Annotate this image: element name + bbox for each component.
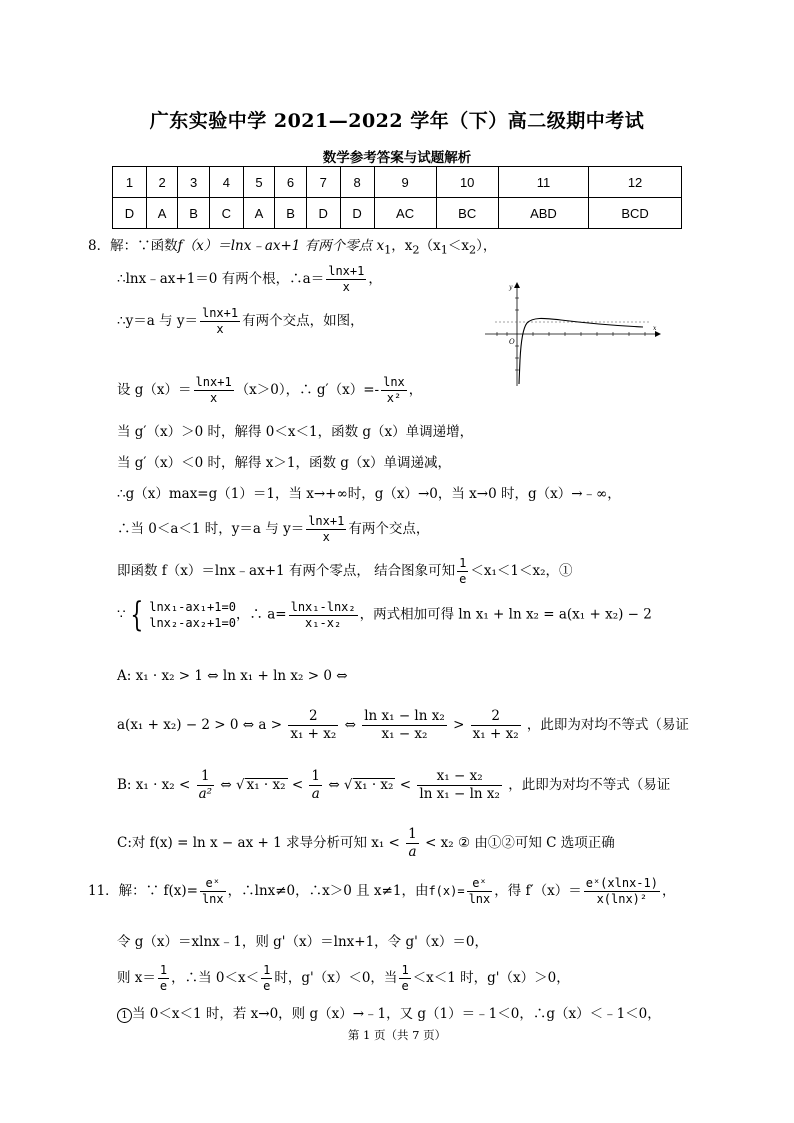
fraction-denominator: a² (198, 785, 213, 802)
circled-number: 1 (117, 1008, 132, 1023)
answer-number-cell: 2 (146, 167, 178, 198)
answer-number-cell: 5 (243, 167, 275, 198)
x-axis-label: x (653, 325, 657, 332)
fraction-numerator: eˣ (467, 876, 493, 892)
fraction (197, 768, 214, 803)
fraction-numerator: lnx+1 (328, 264, 365, 278)
fraction-denominator: x₁ + x₂ (472, 725, 519, 742)
q11-label: 11．解：∵ f(x)= (88, 883, 198, 899)
q8-l1-text: （x (419, 238, 441, 254)
answer-cell: D (340, 198, 374, 229)
fraction (200, 306, 240, 337)
fraction-numerator: 2 (288, 708, 338, 726)
fraction (289, 600, 358, 631)
answer-number-cell: 9 (374, 167, 436, 198)
fraction (288, 708, 338, 743)
q11-text: 当 0＜x＜1 时，若 x→0，则 g（x）→﹣1，又 g（1）＝﹣1＜0，∴g（x）＜﹣1＜0， (132, 1006, 661, 1022)
fraction-denominator: e (401, 979, 409, 993)
fraction (584, 876, 660, 907)
q11-text: ， (661, 883, 676, 899)
answer-cell: A (146, 198, 178, 229)
q8-line-9 (117, 556, 573, 587)
q11-line-2: 令 g（x）＝xlnx﹣1，则 g'（x）＝lnx+1，令 g'（x）＝0， (117, 934, 489, 950)
fraction (362, 708, 447, 743)
sys-tail-text: ，两式相加可得 ln x₁ + ln x₂ = a(x₁ + x₂) − 2 (359, 606, 652, 623)
q11-line-1 (88, 876, 675, 907)
fraction (326, 264, 366, 295)
fraction-denominator: lnx (201, 892, 224, 906)
q11-text: 时，g'（x）＜0，当 (274, 970, 398, 986)
answer-number-cell: 3 (178, 167, 210, 198)
answer-cell: B (275, 198, 307, 229)
answer-number-cell: 8 (340, 167, 374, 198)
q11-text: ，∴当 0＜x＜ (171, 970, 260, 986)
q11-text: ，得 f′（x）＝ (494, 883, 582, 899)
fraction-denominator: x(lnx)² (596, 892, 648, 906)
fraction-numerator: 1 (408, 826, 417, 842)
option-c-text: < x₂ ② 由①②可知 C 选项正确 (425, 834, 615, 851)
fraction-numerator: lnx+1 (308, 514, 345, 528)
fraction (417, 768, 502, 803)
q8-l1-text: ）， (476, 238, 497, 254)
answer-cell: C (209, 198, 243, 229)
fraction-denominator: x (209, 391, 218, 405)
option-b-text: ⇔ (328, 776, 340, 793)
fraction (471, 708, 521, 743)
sys-a-text: ，∴ a= (235, 606, 287, 623)
q8-l2-text: ∴lnx﹣ax+1＝0 有两个根，∴a＝ (117, 271, 325, 287)
y-axis-arrow-icon (514, 282, 520, 288)
q11-text: ，∴lnx≠0，∴x＞0 且 x≠1，由 (227, 883, 429, 899)
fraction-numerator: 1 (311, 768, 321, 784)
q8-l1-text: ，x (391, 238, 413, 254)
q8-l8-text: ∴当 0＜a＜1 时，y＝a 与 y＝ (117, 521, 305, 537)
q8-l9-text: ＜x₁＜1＜x₂，① (470, 563, 573, 579)
fraction (200, 876, 226, 907)
fraction-numerator: lnx+1 (195, 375, 232, 389)
q8-option-c-line (117, 826, 615, 861)
fraction-numerator: lnx+1 (201, 306, 239, 320)
answer-number-cell: 10 (436, 167, 498, 198)
fraction (306, 514, 346, 545)
q8-line-2: ∴lnx﹣ax+1＝0 有两个根，∴a＝ $\frac{\ln x+1}{x}$ ， (117, 264, 382, 294)
option-b-text: ，此即为对均不等式（易证 (508, 776, 671, 793)
option-b-text: ⇔ (220, 776, 232, 793)
fraction-numerator: eˣ (200, 876, 226, 892)
fraction-numerator: 1 (263, 963, 271, 977)
option-b-text: < (291, 776, 304, 793)
page-title: 广东实验中学 2021—2022 学年（下）高二级期中考试 (149, 110, 645, 132)
q8-line-3 (117, 306, 364, 337)
function-graph (483, 280, 661, 390)
q8-line-1: 8．解：∵函数f（x）＝lnx﹣ax+1 有两个零点 $x_1$，$x_2(x_1<x_2)$， (88, 238, 497, 257)
sqrt-radicand: x₁ · x₂ (354, 776, 394, 793)
q11-line-4 (117, 1008, 661, 1023)
option-a-text: ，此即为对均不等式（易证 (526, 716, 689, 733)
answer-table (112, 166, 682, 229)
equation-1: lnx₁-ax₁+1=0 (149, 599, 236, 614)
answer-cell: D (306, 198, 340, 229)
fraction (399, 963, 410, 994)
fraction-denominator: x₁-x₂ (305, 615, 342, 630)
fraction-numerator: 1 (159, 963, 168, 977)
q8-equation-system: ∵ { lnx₁-ax₁+1=0 lnx₂-ax₂+1=0 ，∴ a= $\frac{\text{lnx₁-lnx₂}}{\text{x₁-x₂}}$ ，两式相加可得 ln x₁ + ln x₂ = a(x₁ + x₂) − 2 (117, 595, 652, 635)
answer-cell: BCD (589, 198, 682, 229)
page-subtitle: 数学参考答案与试题解析 (322, 150, 472, 166)
fraction-denominator: a (311, 785, 320, 802)
fraction-denominator: ln x₁ − ln x₂ (419, 785, 500, 802)
answer-number-cell: 11 (498, 167, 588, 198)
answer-cell: ABD (498, 198, 588, 229)
q8-option-a-line-1: A: x₁ · x₂ > 1 ⇔ ln x₁ + ln x₂ > 0 ⇔ (117, 668, 348, 684)
option-a-text: ⇔ (344, 716, 356, 733)
fraction-denominator: e (159, 979, 168, 993)
sqrt-radicand: x₁ · x₂ (246, 776, 286, 793)
answer-number-cell: 4 (209, 167, 243, 198)
option-a-text: > (453, 716, 465, 733)
fraction-numerator: 1 (401, 963, 409, 977)
option-b-text: < (399, 776, 412, 793)
fraction-numerator: 1 (197, 768, 214, 786)
fraction-denominator: x₁ + x₂ (290, 725, 337, 742)
curve-g (519, 318, 643, 384)
q11-line-3 (117, 963, 570, 994)
answer-table-numbers-row (113, 167, 682, 198)
fraction (467, 876, 493, 907)
answer-number-cell: 1 (113, 167, 147, 198)
fraction-denominator: x² (386, 391, 402, 405)
q8-l3-text: ∴y＝a 与 y＝ (117, 313, 198, 329)
q8-option-b-line: B: x₁ · x₂ < $\frac{1}{\text{a²}}$ ⇔ √ x₁ · x₂ < $\frac{1}{a}$ ⇔ √ x₁ · x₂ < $\frac{\text{x₁ − x₂}}{\text{ln x₁ − ln x₂}}$ ，此即为对均不等式（易证 (117, 768, 671, 802)
q8-l4-text: （x＞0），∴ g′（x）=- (235, 382, 380, 398)
answer-cell: D (113, 198, 147, 229)
left-brace: { (129, 595, 143, 635)
fraction-numerator: lnx₁-lnx₂ (290, 599, 356, 614)
q8-line-7: ∴g（x）max=g（1）＝1，当 x→+∞时，g（x）→0，当 x→0 时，g（x）→﹣∞， (117, 486, 621, 502)
answer-table-answers-row (113, 198, 682, 229)
fraction (194, 375, 234, 406)
q8-l3-text: 有两个交点，如图， (242, 313, 364, 329)
option-b-text: B: x₁ · x₂ < (117, 776, 191, 793)
q8-line-5: 当 g′（x）＞0 时，解得 0＜x＜1，函数 g（x）单调递增， (117, 424, 474, 440)
fraction (309, 768, 322, 803)
y-axis-label: y (509, 284, 513, 291)
q8-line-6: 当 g′（x）＜0 时，解得 x＞1，函数 g（x）单调递减， (117, 455, 452, 471)
option-c-text: C:对 f(x) = ln x − ax + 1 求导分析可知 x₁ < (117, 834, 400, 851)
answer-number-cell: 7 (306, 167, 340, 198)
q8-line-4: 设 g（x）＝ $\frac{\ln x+1}{x}$ （x＞0），∴ g′（x）=- $\frac{\ln x}{\text{x²}}$ ， (117, 375, 423, 405)
fraction-denominator: lnx (468, 892, 491, 906)
fraction-numerator: 1 (459, 556, 467, 570)
q8-line-8 (117, 514, 429, 545)
fraction-numerator: lnx (383, 375, 405, 389)
fraction-denominator: x (342, 280, 350, 294)
answer-number-cell: 12 (589, 167, 682, 198)
equation-system (149, 599, 236, 631)
fraction-denominator: e (459, 572, 467, 586)
fraction (261, 963, 272, 994)
answer-cell: BC (436, 198, 498, 229)
q8-label: 8．解：∵函数 (88, 238, 178, 254)
q11-text: f(x)= (428, 884, 465, 898)
fraction-numerator: ln x₁ − ln x₂ (364, 708, 445, 724)
option-a-text: a(x₁ + x₂) − 2 > 0 ⇔ a > (117, 716, 283, 733)
fraction (457, 556, 468, 587)
fraction (381, 375, 407, 406)
fraction-denominator: x (322, 530, 330, 544)
q8-l1-text: ＜x (447, 238, 469, 254)
fraction-numerator: 2 (471, 708, 521, 726)
q8-l1-text: f（x）＝lnx﹣ax+1 有两个零点 x (177, 238, 385, 254)
q8-option-a-line-2 (117, 708, 689, 743)
fraction-denominator: e (263, 979, 271, 993)
q8-l4-text: 设 g（x）＝ (117, 382, 192, 398)
q11-text: ＜x＜1 时，g'（x）＞0， (412, 970, 570, 986)
fraction-denominator: x₁ − x₂ (381, 725, 428, 742)
fraction-numerator: eˣ(xlnx-1) (585, 876, 658, 890)
origin-label: O (509, 338, 515, 346)
fraction-denominator: a (408, 843, 417, 860)
fraction-denominator: x (216, 322, 224, 336)
q8-l8-text: 有两个交点， (348, 521, 430, 537)
fraction (158, 963, 169, 994)
page-footer: 第 1 页（共 7 页） (347, 1028, 447, 1042)
answer-cell: A (243, 198, 275, 229)
answer-cell: AC (374, 198, 436, 229)
fraction-numerator: x₁ − x₂ (417, 768, 502, 786)
fraction (406, 826, 419, 861)
q8-l9-text: 即函数 f（x）＝lnx﹣ax+1 有两个零点， 结合图象可知 (117, 563, 456, 579)
q11-text: 则 x＝ (117, 970, 156, 986)
answer-number-cell: 6 (275, 167, 307, 198)
answer-cell: B (178, 198, 210, 229)
equation-2: lnx₂-ax₂+1=0 (149, 616, 236, 630)
